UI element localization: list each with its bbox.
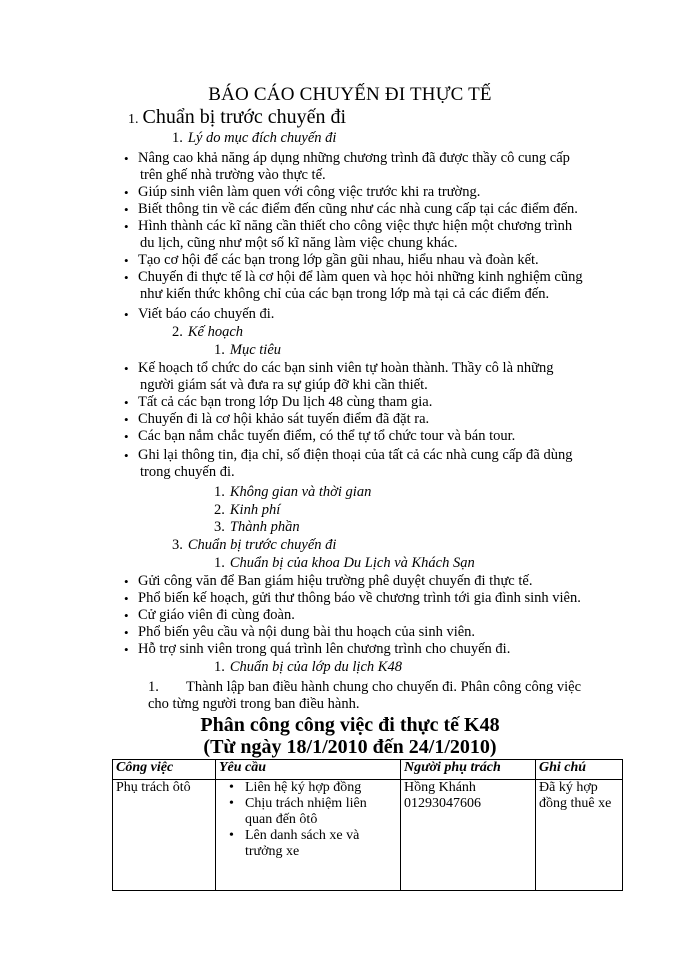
list-item: • Tất cả các bạn trong lớp Du lịch 48 cùng tham gia. xyxy=(124,394,433,410)
list-item: • Chuyến đi là cơ hội khảo sát tuyến điểm đã đặt ra. xyxy=(124,411,430,427)
column-header: Công việc xyxy=(113,760,216,780)
list-item: • Nâng cao khả năng áp dụng những chương trình đã được thầy cô cung cấp trên ghế nhà trường vào thực tế. xyxy=(124,150,570,183)
list-item: • Chịu trách nhiệm liên quan đến ôtô xyxy=(245,796,397,828)
subheading: 1. Không gian và thời gian xyxy=(214,484,372,500)
requirements-cell xyxy=(216,780,401,891)
subheading: 1. Mục tiêu xyxy=(214,342,282,358)
list-item: • Phổ biến kế hoạch, gửi thư thông báo về chương trình tới gia đình sinh viên. xyxy=(124,590,581,606)
person-name: Hồng Khánh xyxy=(404,780,476,795)
assignment-table xyxy=(112,759,623,891)
task-cell: Phụ trách ôtô xyxy=(113,780,216,891)
list-item: • Hình thành các kĩ năng cần thiết cho công việc thực hiện một chương trình du lịch, cũng như một số kĩ năng làm việc chung khác. xyxy=(124,218,573,251)
column-header: Người phụ trách xyxy=(401,760,536,780)
person-phone: 01293047606 xyxy=(404,796,481,811)
list-item: • Phổ biến yêu cầu và nội dung bài thu hoạch của sinh viên. xyxy=(124,624,476,640)
subheading: 1. Chuẩn bị của lớp du lịch K48 xyxy=(214,659,402,675)
note-cell: Đã ký hợp đồng thuê xe xyxy=(536,780,623,891)
section-heading xyxy=(128,106,346,129)
table-header-row xyxy=(113,760,623,780)
table-row xyxy=(113,780,623,891)
subheading xyxy=(172,130,336,147)
list-item: • Ghi lại thông tin, địa chỉ, số điện thoại của tất cả các nhà cung cấp đã dùng trong chuyến đi. xyxy=(124,447,573,480)
table-subtitle: (Từ ngày 18/1/2010 đến 24/1/2010) xyxy=(203,736,497,758)
section-number: 1. xyxy=(128,112,139,127)
subheading: 3. Thành phần xyxy=(214,519,300,535)
list-item: • Hỗ trợ sinh viên trong quá trình lên chương trình cho chuyến đi. xyxy=(124,641,511,657)
list-item: • Cử giáo viên đi cùng đoàn. xyxy=(124,607,295,623)
list-item: • Gửi công văn để Ban giám hiệu trường phê duyệt chuyến đi thực tế. xyxy=(124,573,533,589)
subheading-number: 1. xyxy=(172,130,183,146)
subheading-label: Lý do mục đích chuyến đi xyxy=(187,130,337,146)
list-item: • Biết thông tin về các điểm đến cũng như các nhà cung cấp tại các điểm đến. xyxy=(124,201,578,217)
subheading: 2. Kế hoạch xyxy=(172,324,244,340)
list-item: • Kế hoạch tổ chức do các bạn sinh viên tự hoàn thành. Thầy cô là những người giám sát và đưa ra sự giúp đỡ khi cần thiết. xyxy=(124,360,554,393)
subheading: 3. Chuẩn bị trước chuyến đi xyxy=(172,537,337,553)
section-heading-text: Chuẩn bị trước chuyến đi xyxy=(142,106,347,128)
column-header: Yêu cầu xyxy=(216,760,401,780)
list-item: • Giúp sinh viên làm quen với công việc trước khi ra trường. xyxy=(124,184,481,200)
subheading: 1. Chuẩn bị của khoa Du Lịch và Khách Sạn xyxy=(214,555,475,571)
list-item: • Liên hệ ký hợp đồng xyxy=(245,780,397,796)
table-title: Phân công công việc đi thực tế K48 xyxy=(200,714,500,736)
column-header: Ghi chú xyxy=(536,760,623,780)
report-title: BÁO CÁO CHUYẾN ĐI THỰC TẾ xyxy=(208,84,492,105)
numbered-paragraph: 1. Thành lập ban điều hành chung cho chuyến đi. Phân công công việc cho từng người trong ban điều hành. xyxy=(148,679,582,712)
list-item: • Viết báo cáo chuyến đi. xyxy=(124,306,275,322)
list-item: • Lên danh sách xe và trưởng xe xyxy=(245,828,397,860)
subheading: 2. Kinh phí xyxy=(214,502,281,518)
person-cell xyxy=(401,780,536,891)
list-item: • Các bạn nắm chắc tuyến điểm, có thể tự tổ chức tour và bán tour. xyxy=(124,428,516,444)
list-item: • Chuyến đi thực tế là cơ hội để làm quen và học hỏi những kinh nghiệm cũng như kiến thức không chỉ của các bạn trong lớp mà tại cả các điểm đến. xyxy=(124,269,583,302)
list-item: • Tạo cơ hội để các bạn trong lớp gần gũi nhau, hiểu nhau và đoàn kết. xyxy=(124,252,539,268)
